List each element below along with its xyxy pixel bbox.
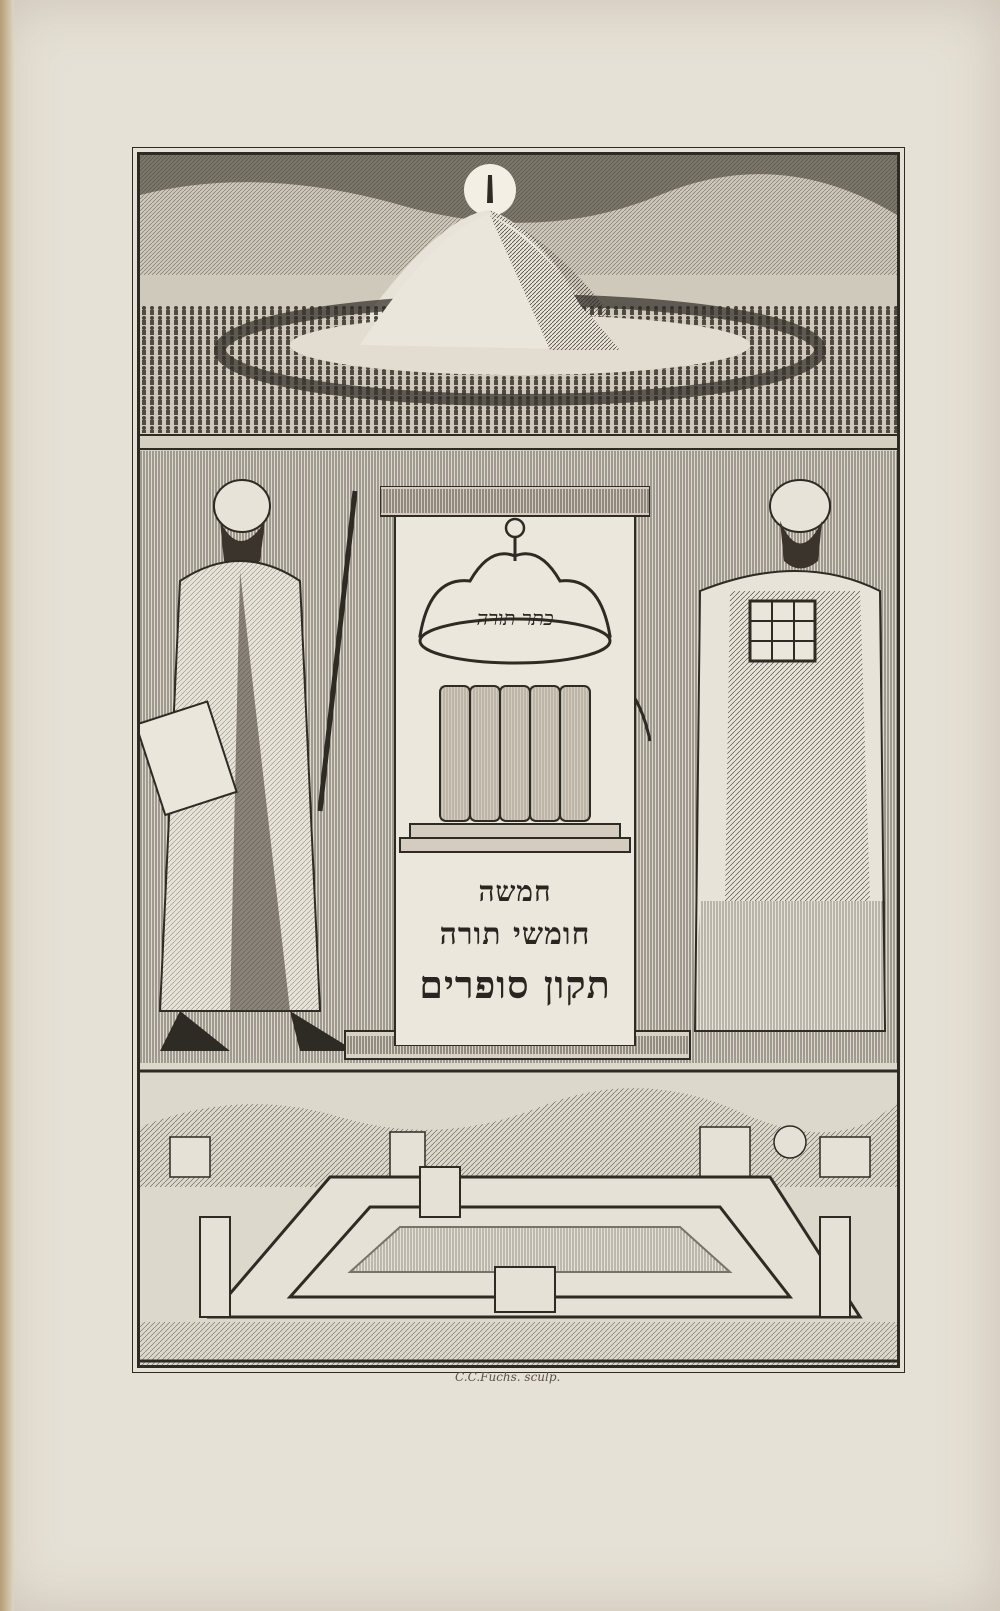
mount-sinai-illustration [140,155,897,435]
title-line-3: תקון סופרים [419,962,611,1007]
title-line-1: חמשה [478,875,552,908]
mount-sinai-scene [140,155,897,435]
temple-illustration [140,1067,897,1365]
title-scroll [380,486,650,1046]
jerusalem-temple-scene [140,1067,897,1365]
title-line-2: חומשי תורה [439,917,591,952]
engraved-frontispiece [137,152,900,1368]
book-spine-edge [0,0,14,1611]
ledge-pattern [140,433,897,451]
figures-and-title-panel [140,451,897,1063]
crown-inscription: כתר תורה [476,606,554,630]
hebrew-title [380,871,650,1013]
ledge-divider [140,433,897,451]
engraver-credit: C.C.Fuchs. sculp. [455,1370,561,1384]
